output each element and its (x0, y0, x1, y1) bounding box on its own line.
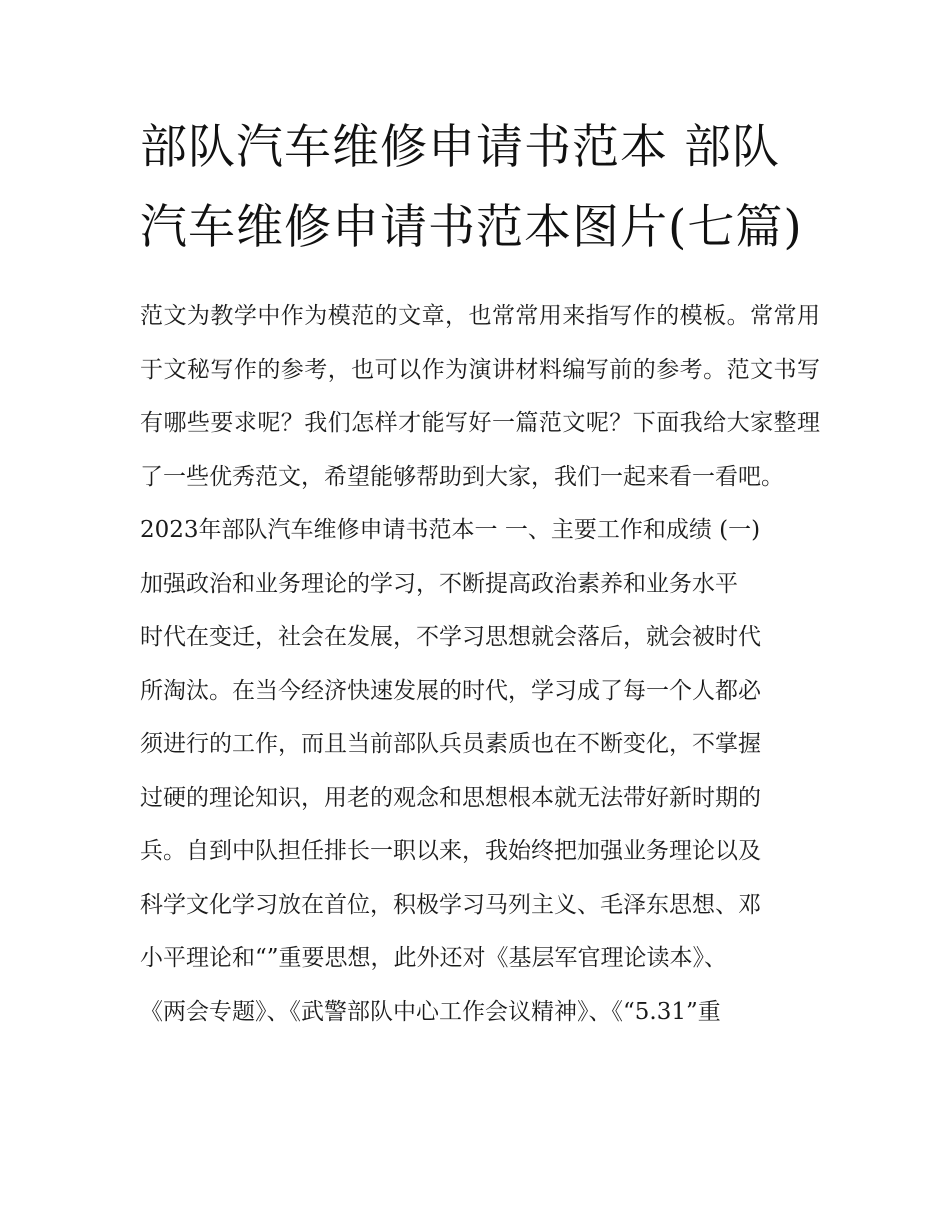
body-line: 兵。自到中队担任排长一职以来，我始终把加强业务理论以及 (140, 838, 761, 864)
body-line: 科学文化学习放在首位，积极学习马列主义、毛泽东思想、邓 (140, 891, 761, 918)
body-line: 小平理论和“”重要思想，此外还对《基层军官理论读本》、 (140, 945, 728, 971)
body-line: 过硬的理论知识，用老的观念和思想根本就无法带好新时期的 (140, 784, 761, 811)
section-heading: 2023年部队汽车维修申请书范本一 一、主要工作和成绩 (一) (140, 517, 761, 543)
body-line: 须进行的工作，而且当前部队兵员素质也在不断变化，不掌握 (140, 731, 761, 757)
body-line: 《两会专题》、《武警部队中心工作会议精神》、《“5.31”重 (140, 998, 721, 1025)
body-line: 所淘汰。在当今经济快速发展的时代，学习成了每一个人都必 (140, 677, 761, 704)
body-line: 时代在变迁，社会在发展，不学习思想就会落后，就会被时代 (140, 624, 761, 650)
document-title: 部队汽车维修申请书范本 部队汽车维修申请书范本图片(七篇) (140, 120, 803, 255)
document-body (140, 504, 820, 1039)
intro-paragraph: 范文为教学中作为模范的文章，也常常用来指写作的模板。常常用于文秘写作的参考，也可以作为演讲材料编写前的参考。范文书写有哪些要求呢？我们怎样才能写好一篇范文呢？下面我给大家整理了一些优秀范文，希望能够帮助到大家，我们一起来看一看吧。 (140, 303, 820, 490)
document-page (140, 108, 820, 1039)
subsection-heading: 加强政治和业务理论的学习，不断提高政治素养和业务水平 (140, 570, 738, 597)
